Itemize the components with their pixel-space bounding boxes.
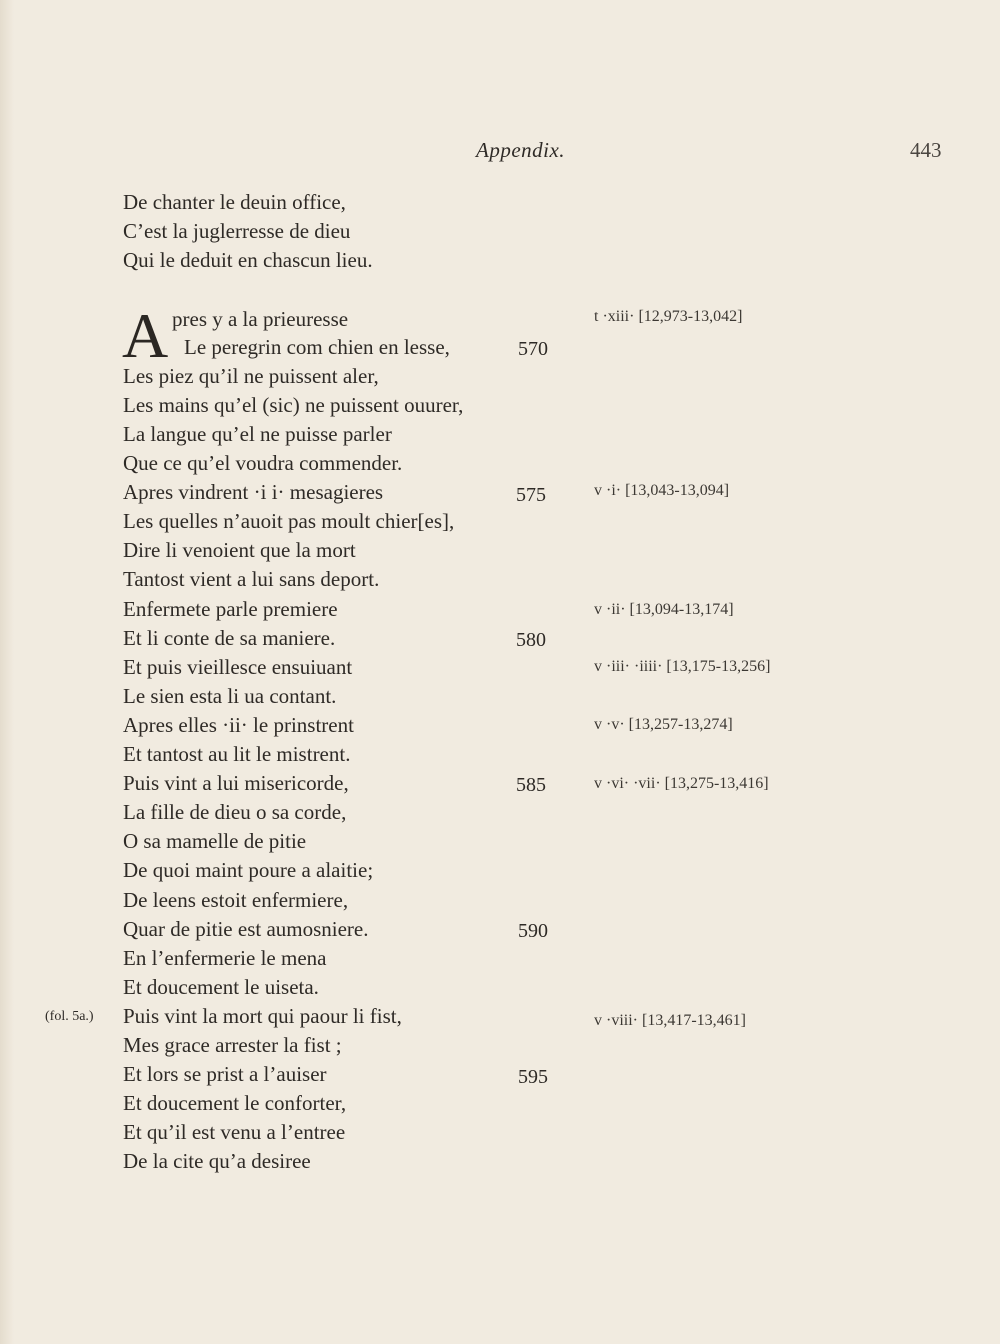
verse-line: La fille de dieu o sa corde, bbox=[123, 800, 347, 824]
verse-line: La langue qu’el ne puisse parler bbox=[123, 422, 392, 446]
line-number: 585 bbox=[516, 774, 546, 796]
verse-line: Enfermete parle premiere bbox=[123, 597, 338, 621]
verse-line: Quar de pitie est aumosniere. bbox=[123, 917, 369, 941]
verse-line: Les piez qu’il ne puissent aler, bbox=[123, 364, 379, 388]
verse-line: Tantost vient a lui sans deport. bbox=[123, 567, 380, 591]
verse-line: Et tantost au lit le mistrent. bbox=[123, 742, 351, 766]
verse-line: Mes grace arrester la fist ; bbox=[123, 1033, 342, 1057]
verse-line: Le sien esta li ua contant. bbox=[123, 684, 337, 708]
margin-reference: v ·v· [13,257-13,274] bbox=[594, 716, 733, 733]
verse-line: pres y a la prieuresse bbox=[172, 307, 349, 331]
folio-note: (fol. 5a.) bbox=[45, 1009, 94, 1024]
verse-line: Puis vint la mort qui paour li fist, bbox=[123, 1004, 402, 1028]
line-number: 590 bbox=[518, 920, 548, 942]
verse-line: De la cite qu’a desiree bbox=[123, 1149, 311, 1173]
bleed-through-shadow bbox=[660, 190, 960, 470]
verse-line: Qui le deduit en chascun lieu. bbox=[123, 248, 373, 272]
page-number: 443 bbox=[910, 138, 942, 162]
margin-reference: t ·xiii· [12,973-13,042] bbox=[594, 308, 743, 325]
verse-line: Dire li venoient que la mort bbox=[123, 538, 356, 562]
verse-line: Apres elles ·ii· le prinstrent bbox=[123, 713, 354, 737]
line-number: 575 bbox=[516, 484, 546, 506]
page-edge-shadow bbox=[0, 0, 14, 1344]
margin-reference: v ·viii· [13,417-13,461] bbox=[594, 1012, 746, 1029]
line-number: 580 bbox=[516, 629, 546, 651]
verse-line: De chanter le deuin office, bbox=[123, 190, 346, 214]
verse-line: Puis vint a lui misericorde, bbox=[123, 771, 349, 795]
verse-line: Les mains qu’el (sic) ne puissent ouurer, bbox=[123, 393, 464, 417]
verse-line: Le peregrin com chien en lesse, bbox=[184, 335, 450, 359]
verse-line: Apres vindrent ·i i· mesagieres bbox=[123, 480, 384, 504]
verse-line: Et doucement le conforter, bbox=[123, 1091, 347, 1115]
verse-line: De leens estoit enfermiere, bbox=[123, 888, 349, 912]
verse-line: O sa mamelle de pitie bbox=[123, 829, 307, 853]
verse-line: Et puis vieillesce ensuiuant bbox=[123, 655, 353, 679]
running-header-title: Appendix. bbox=[476, 138, 566, 162]
verse-line: De quoi maint poure a alaitie; bbox=[123, 858, 374, 882]
margin-reference: v ·iii· ·iiii· [13,175-13,256] bbox=[594, 658, 771, 675]
verse-line: Et qu’il est venu a l’entree bbox=[123, 1120, 346, 1144]
margin-reference: v ·vi· ·vii· [13,275-13,416] bbox=[594, 775, 769, 792]
verse-line: Les quelles n’auoit pas moult chier[es], bbox=[123, 509, 455, 533]
verse-line: Et doucement le uiseta. bbox=[123, 975, 319, 999]
margin-reference: v ·ii· [13,094-13,174] bbox=[594, 601, 734, 618]
line-number: 570 bbox=[518, 338, 548, 360]
verse-line: Que ce qu’el voudra commender. bbox=[123, 451, 403, 475]
verse-line: Et li conte de sa maniere. bbox=[123, 626, 336, 650]
margin-reference: v ·i· [13,043-13,094] bbox=[594, 482, 730, 499]
verse-line: C’est la juglerresse de dieu bbox=[123, 219, 351, 243]
line-number: 595 bbox=[518, 1066, 548, 1088]
drop-cap-letter: A bbox=[122, 300, 169, 371]
verse-line: En l’enfermerie le mena bbox=[123, 946, 327, 970]
verse-line: Et lors se prist a l’auiser bbox=[123, 1062, 327, 1086]
